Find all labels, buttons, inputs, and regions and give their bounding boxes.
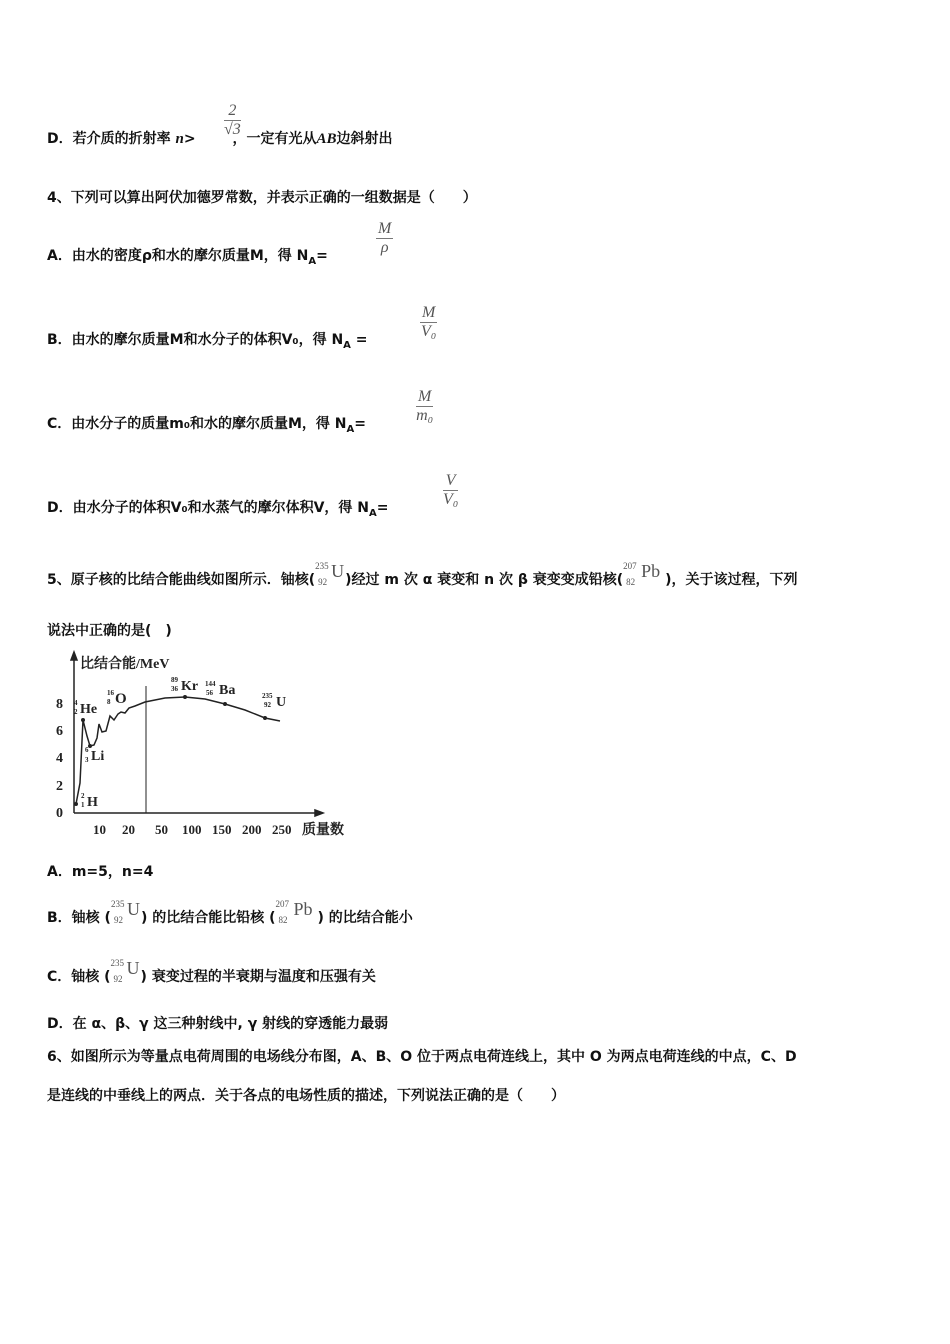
atomic-number: 92 [113,974,123,984]
mass-number: 235 [110,899,125,909]
text: 5、原子核的比结合能曲线如图所示．铀核( [47,572,316,588]
text: )经过 m 次 α 衰变和 n 次 β 衰变变成铅核( [345,572,624,588]
x-axis-arrow [315,810,323,816]
symbol: U [331,561,345,581]
numerator: 2 [228,102,237,119]
y-tick: 6 [56,724,63,739]
fraction [420,304,437,341]
binding-energy-figure [40,648,360,843]
q5-stem-line2: 说法中正确的是( ) [47,623,172,639]
label: He [80,702,98,717]
text: ) 的比结合能比铅核 ( [140,910,276,926]
label: 235 [262,692,273,700]
q4-option-c[interactable] [47,413,366,435]
label: 2 [74,708,78,716]
x-tick: 100 [182,822,202,837]
x-tick: 50 [155,822,168,837]
label: 144 [205,680,216,688]
text: A．由水的密度ρ和水的摩尔质量M，得 N [47,248,309,264]
numerator: M [418,388,432,405]
label: 3 [85,756,89,764]
text: 边斜射出 [336,131,393,147]
text: C．铀核 ( [47,969,111,985]
y-tick: 2 [56,779,63,794]
q4-option-b[interactable] [47,329,368,351]
fraction [443,472,458,509]
label: Kr [181,679,199,694]
q5-option-c[interactable] [47,958,376,986]
var: AB [316,131,337,147]
x-tick: 20 [122,822,135,837]
sub: A [308,255,317,267]
q5-option-b[interactable] [47,899,413,927]
q4-stem: 4、下列可以算出阿伏加德罗常数，并表示正确的一组数据是（ ） [47,190,477,206]
y-tick: 0 [56,806,63,821]
numerator: V [445,472,456,489]
y-axis-label: 比结合能/MeV [80,657,170,672]
text: B．铀核 ( [47,910,111,926]
mass-number: 207 [623,561,637,571]
text: D．由水分子的体积V₀和水蒸气的摩尔体积V，得 N [47,500,370,516]
atomic-number: 82 [626,577,636,587]
fraction [376,220,393,257]
text: B．由水的摩尔质量M和水分子的体积V₀，得 N [47,332,344,348]
op: > [183,131,196,147]
denominator: V₀ [420,323,437,340]
q5-option-d[interactable]: D．在 α、β、γ 这三种射线中, γ 射线的穿透能力最弱 [47,1016,389,1032]
q5-option-a[interactable]: A．m=5，n=4 [47,864,154,880]
label: 4 [74,699,78,707]
u-point [263,716,267,720]
atomic-number: 82 [278,915,288,925]
uranium-nuclide [110,899,141,927]
y-tick: 4 [56,751,63,766]
label: 92 [264,701,271,709]
var: n [175,131,184,147]
y-tick: 8 [56,697,63,712]
x-tick: 10 [93,822,106,837]
label: 2 [81,792,85,800]
label: Li [91,749,105,764]
symbol: Pb [641,561,661,581]
kr-point [183,695,187,699]
lead-nuclide [275,899,318,927]
text: C．由水分子的质量m₀和水的摩尔质量M，得 N [47,416,347,432]
x-tick: 200 [242,822,262,837]
he-point [81,718,85,722]
x-tick: 250 [272,822,292,837]
label: 36 [171,685,178,693]
q5-stem-line1 [47,561,798,589]
q4-option-d[interactable] [47,497,389,519]
sub: A [369,507,377,519]
eq: = [316,248,328,264]
binding-energy-curve [76,697,280,804]
x-axis-label: 质量数 [302,823,344,838]
denominator: V₀ [443,491,459,508]
symbol: U [126,899,140,919]
uranium-nuclide [315,561,345,589]
mass-number: 235 [315,561,329,571]
label: Ba [219,683,236,698]
label: 16 [107,689,114,697]
eq: = [354,416,366,432]
uranium-nuclide [110,958,141,986]
text: ，一定有光从 [232,131,317,147]
label: 89 [171,676,178,684]
numerator: M [378,220,392,237]
label: 8 [107,698,111,706]
denominator: m₀ [416,407,434,424]
q3-option-d [47,128,392,148]
q6-stem-line1: 6、如图所示为等量点电荷周围的电场线分布图，A、B、O 位于两点电荷连线上，其中 O 为两点电荷连线的中点，C、D [47,1049,797,1065]
y-axis-arrow [71,652,77,660]
text: ) 的比结合能小 [317,910,413,926]
label: O [115,691,127,707]
ba-point [223,702,227,706]
option-label: D．若介质的折射率 [47,131,171,147]
sub: A [346,423,355,435]
label: 6 [85,746,89,754]
text: ) 衰变过程的半衰期与温度和压强有关 [140,969,376,985]
mass-number: 235 [110,958,125,968]
numerator: M [422,304,436,321]
mass-number: 207 [275,899,289,909]
denominator: ρ [380,239,389,256]
label: H [87,795,98,810]
sub: A [343,339,351,351]
eq: = [376,500,389,516]
fraction [224,102,241,139]
label: 56 [206,689,213,697]
symbol: Pb [293,899,313,919]
atomic-number: 92 [318,577,328,587]
eq: = [350,332,368,348]
symbol: U [126,958,140,978]
text: )，关于该过程，下列 [665,572,798,588]
q4-option-a[interactable] [47,245,328,267]
lead-nuclide [623,561,665,589]
h-point [74,802,78,806]
li-point [88,744,92,748]
label: U [276,695,287,710]
denominator: √3 [224,121,241,138]
x-tick: 150 [212,822,232,837]
atomic-number: 92 [113,915,123,925]
label: 1 [81,801,85,809]
fraction [416,388,433,425]
q6-stem-line2: 是连线的中垂线上的两点．关于各点的电场性质的描述，下列说法正确的是（ ） [47,1088,565,1104]
